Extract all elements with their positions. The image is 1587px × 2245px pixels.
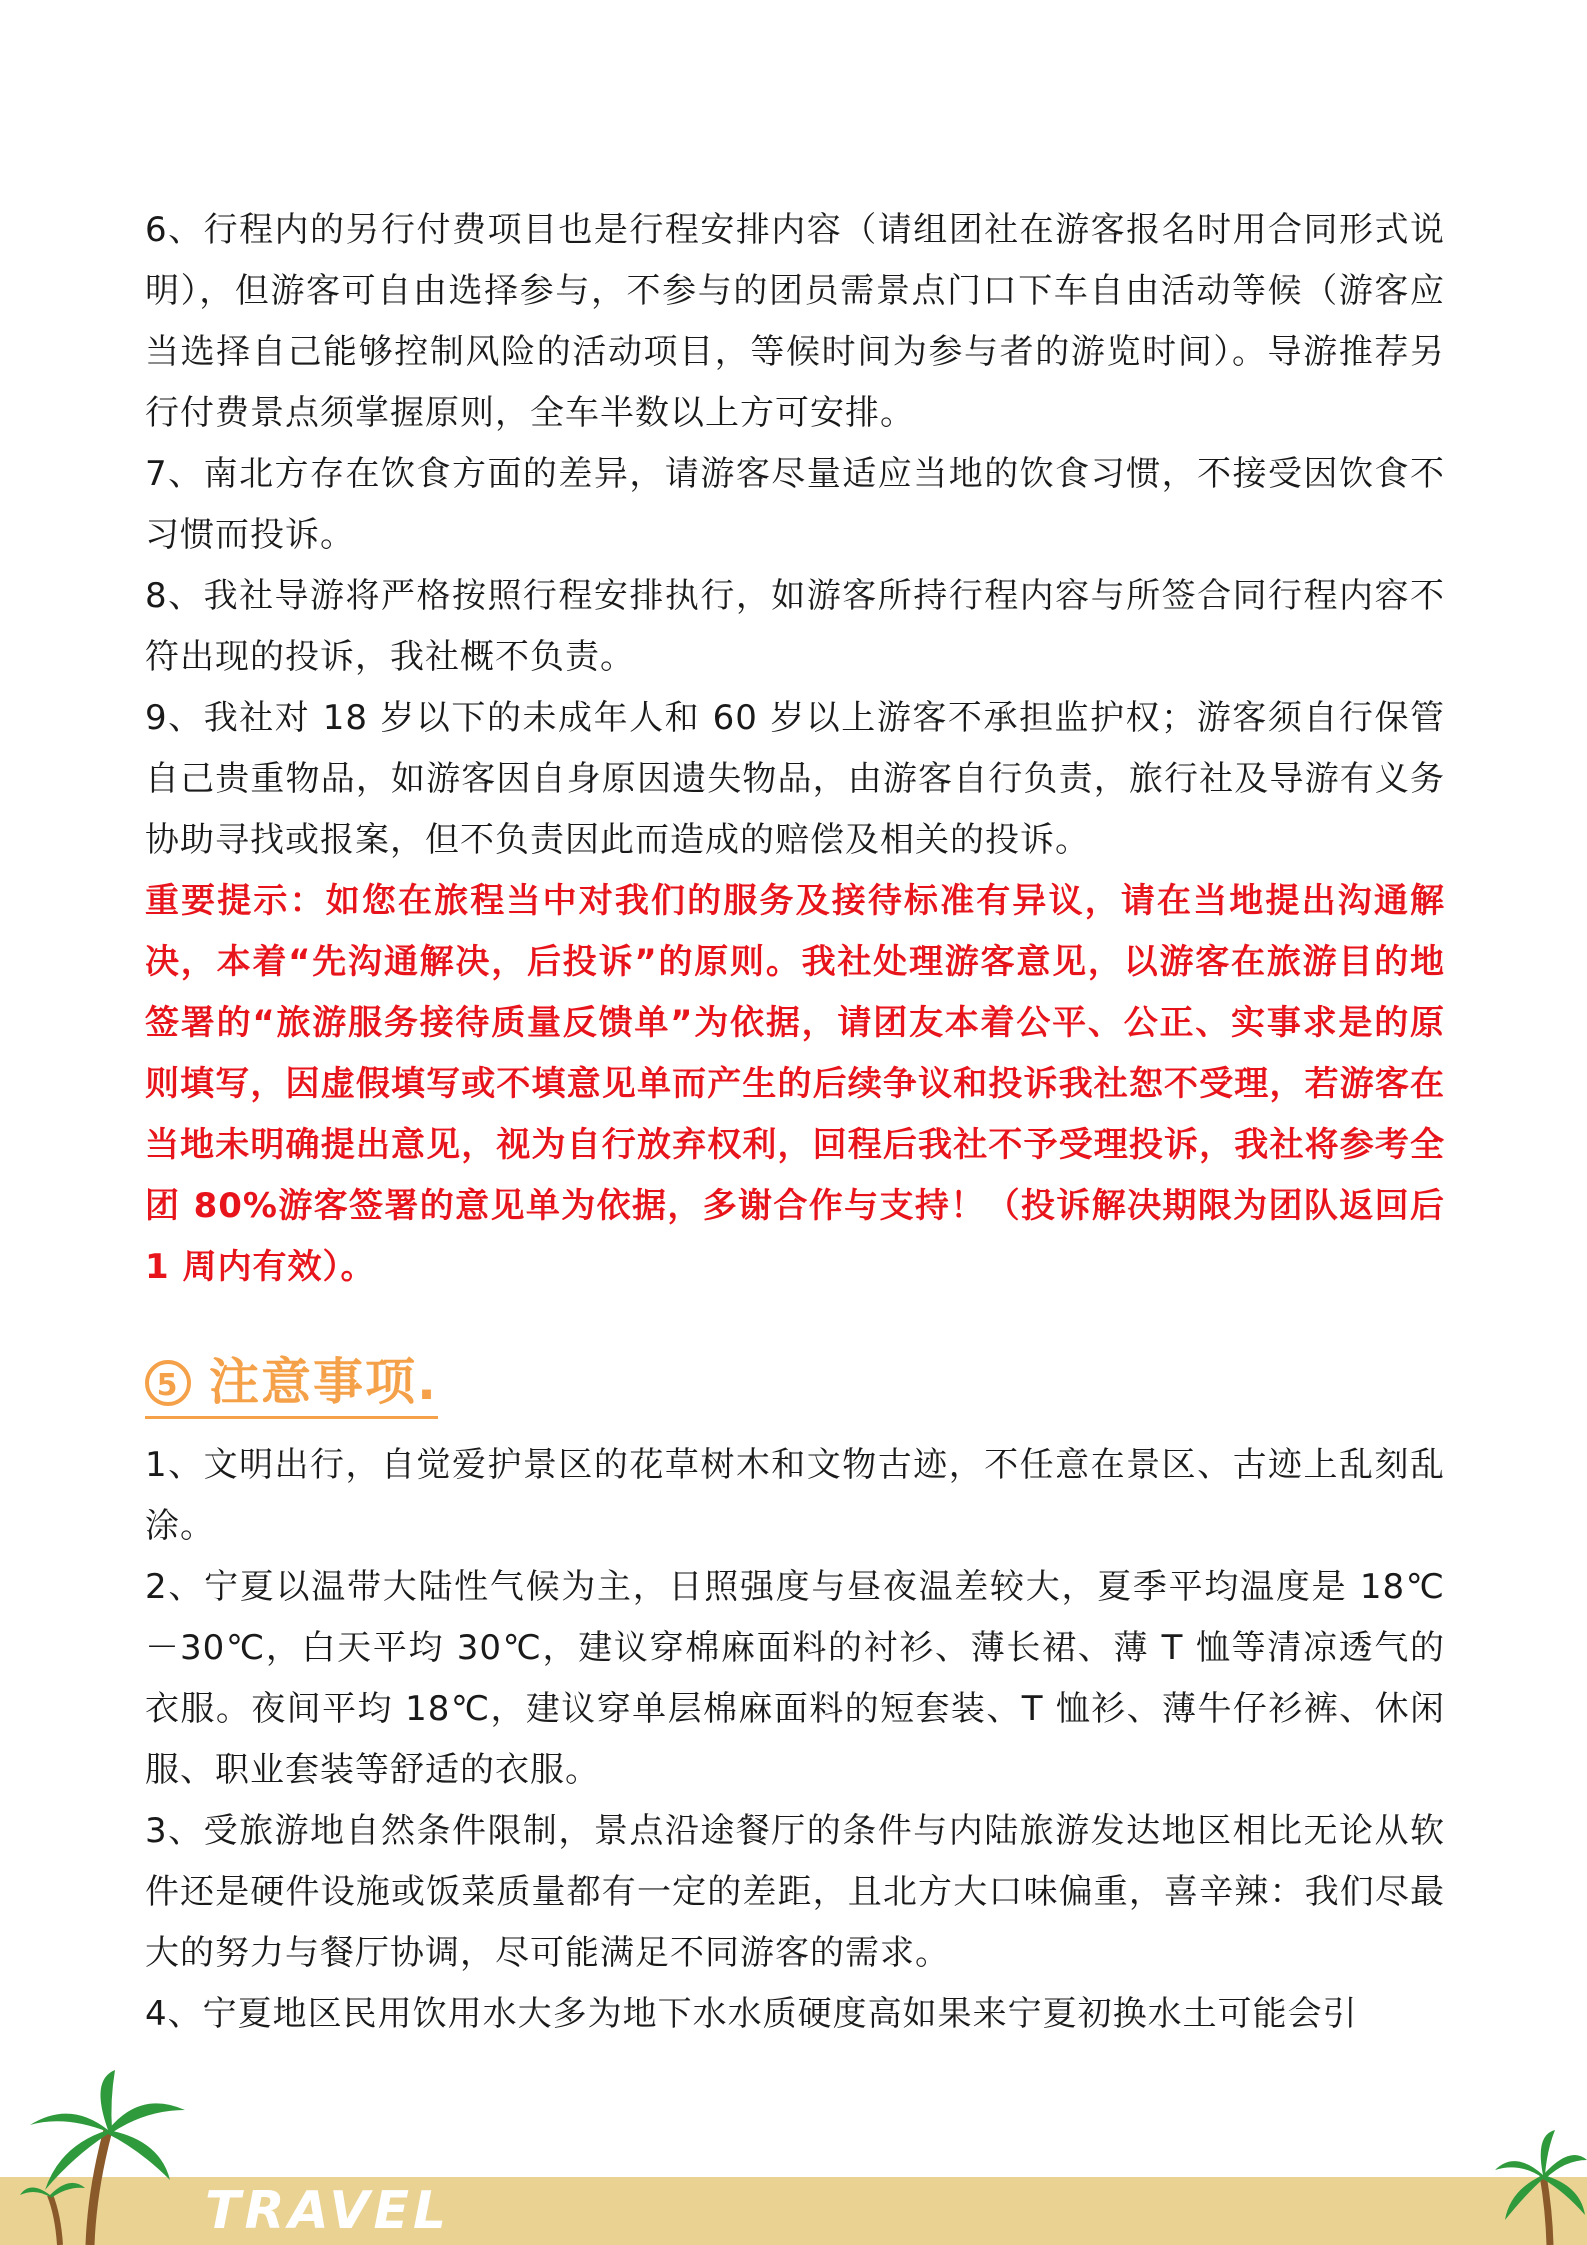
section-number-badge: 5	[145, 1360, 191, 1406]
list-item: 7、南北方存在饮食方面的差异，请游客尽量适应当地的饮食习惯，不接受因饮食不习惯而投诉。	[145, 454, 1445, 555]
section-title: 注意事项.	[209, 1353, 438, 1411]
notes-list-bottom	[145, 1435, 1445, 2045]
notes-list-top	[145, 200, 1445, 871]
list-item: 1、文明出行，自觉爱护景区的花草树木和文物古迹，不任意在景区、古迹上乱刻乱涂。	[145, 1445, 1445, 1546]
list-item: 8、我社导游将严格按照行程安排执行，如游客所持行程内容与所签合同行程内容不符出现的投诉，我社概不负责。	[145, 576, 1445, 677]
list-item: 4、宁夏地区民用饮用水大多为地下水水质硬度高如果来宁夏初换水土可能会引	[145, 1994, 1358, 2034]
section-heading	[145, 1350, 438, 1419]
list-item: 3、受旅游地自然条件限制，景点沿途餐厅的条件与内陆旅游发达地区相比无论从软件还是硬件设施或饭菜质量都有一定的差距，且北方大口味偏重，喜辛辣：我们尽最大的努力与餐厅协调，尽可能满足不同游客的需求。	[145, 1811, 1445, 1973]
footer-travel-word: TRAVEL	[205, 2181, 451, 2241]
footer-band	[0, 2177, 1587, 2245]
palm-tree-right-icon	[1495, 2130, 1587, 2245]
page-content	[145, 200, 1445, 2045]
list-item: 9、我社对 18 岁以下的未成年人和 60 岁以上游客不承担监护权；游客须自行保管自己贵重物品，如游客因自身原因遗失物品，由游客自行负责，旅行社及导游有义务协助寻找或报案，但不负责因此而造成的赔偿及相关的投诉。	[145, 698, 1445, 860]
important-notice: 重要提示：如您在旅程当中对我们的服务及接待标准有异议，请在当地提出沟通解决，本着“先沟通解决，后投诉”的原则。我社处理游客意见，以游客在旅游目的地签署的“旅游服务接待质量反馈单”为依据，请团友本着公平、公正、实事求是的原则填写，因虚假填写或不填意见单而产生的后续争议和投诉我社恕不受理，若游客在当地未明确提出意见，视为自行放弃权利，回程后我社不予受理投诉，我社将参考全团 80%游客签署的意见单为依据，多谢合作与支持！（投诉解决期限为团队返回后 1 周内有效）。	[145, 881, 1445, 1287]
palm-tree-left-icon	[20, 2070, 190, 2245]
list-item: 6、行程内的另行付费项目也是行程安排内容（请组团社在游客报名时用合同形式说明），但游客可自由选择参与，不参与的团员需景点门口下车自由活动等候（游客应当选择自己能够控制风险的活动项目，等候时间为参与者的游览时间）。导游推荐另行付费景点须掌握原则，全车半数以上方可安排。	[145, 210, 1445, 433]
list-item: 2、宁夏以温带大陆性气候为主，日照强度与昼夜温差较大，夏季平均温度是 18℃－30℃，白天平均 30℃，建议穿棉麻面料的衬衫、薄长裙、薄 T 恤等清凉透气的衣服。夜间平均 18℃，建议穿单层棉麻面料的短套装、T 恤衫、薄牛仔衫裤、休闲服、职业套装等舒适的衣服。	[145, 1567, 1445, 1790]
